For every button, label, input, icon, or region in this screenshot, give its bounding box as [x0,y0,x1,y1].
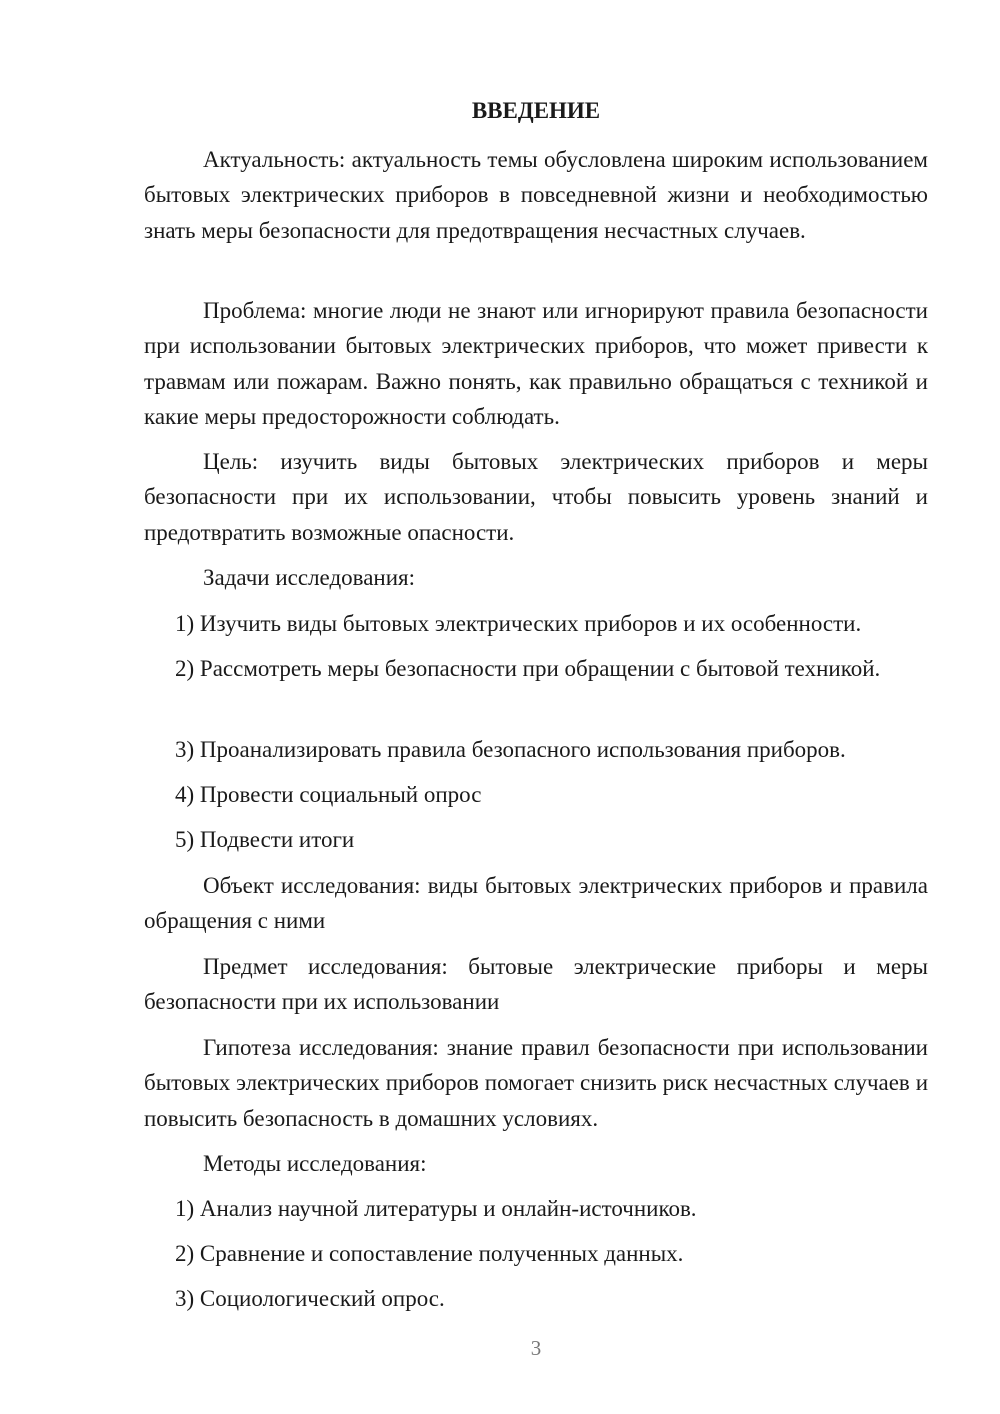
hypothesis-paragraph: Гипотеза исследования: знание правил безопасности при использовании бытовых электрических приборов помогает снизить риск несчастных случаев и повысить безопасность в домашних условиях. [144,1035,928,1131]
task-item-3: 3) Проанализировать правила безопасного использования приборов. [175,737,846,762]
relevance-paragraph: Актуальность: актуальность темы обусловлена широким использованием бытовых электрических приборов в повседневной жизни и необходимостью знать меры безопасности для предотвращения несчастных случаев. [144,147,928,243]
methods-title: Методы исследования: [203,1151,427,1176]
problem-paragraph: Проблема: многие люди не знают или игнорируют правила безопасности при использовании бытовых электрических приборов, что может привести к травмам или пожарам. Важно понять, как правильно обращаться с техникой и какие меры предосторожности соблюдать. [144,298,928,429]
method-item-2: 2) Сравнение и сопоставление полученных данных. [175,1241,684,1266]
section-heading: ВВЕДЕНИЕ [471,98,601,123]
task-item-2: 2) Рассмотреть меры безопасности при обращении с бытовой техникой. [175,656,881,681]
task-item-4: 4) Провести социальный опрос [175,782,482,807]
task-item-1: 1) Изучить виды бытовых электрических приборов и их особенности. [175,611,862,636]
method-item-3: 3) Социологический опрос. [175,1286,445,1311]
subject-paragraph: Предмет исследования: бытовые электрические приборы и меры безопасности при их использовании [144,954,928,1015]
object-paragraph: Объект исследования: виды бытовых электрических приборов и правила обращения с ними [144,873,928,934]
goal-paragraph: Цель: изучить виды бытовых электрических приборов и меры безопасности при их использовании, чтобы повысить уровень знаний и предотвратить возможные опасности. [144,449,928,545]
tasks-title: Задачи исследования: [203,565,416,590]
method-item-1: 1) Анализ научной литературы и онлайн-источников. [175,1196,697,1221]
page-number: 3 [530,1336,542,1360]
task-item-5: 5) Подвести итоги [175,827,355,852]
